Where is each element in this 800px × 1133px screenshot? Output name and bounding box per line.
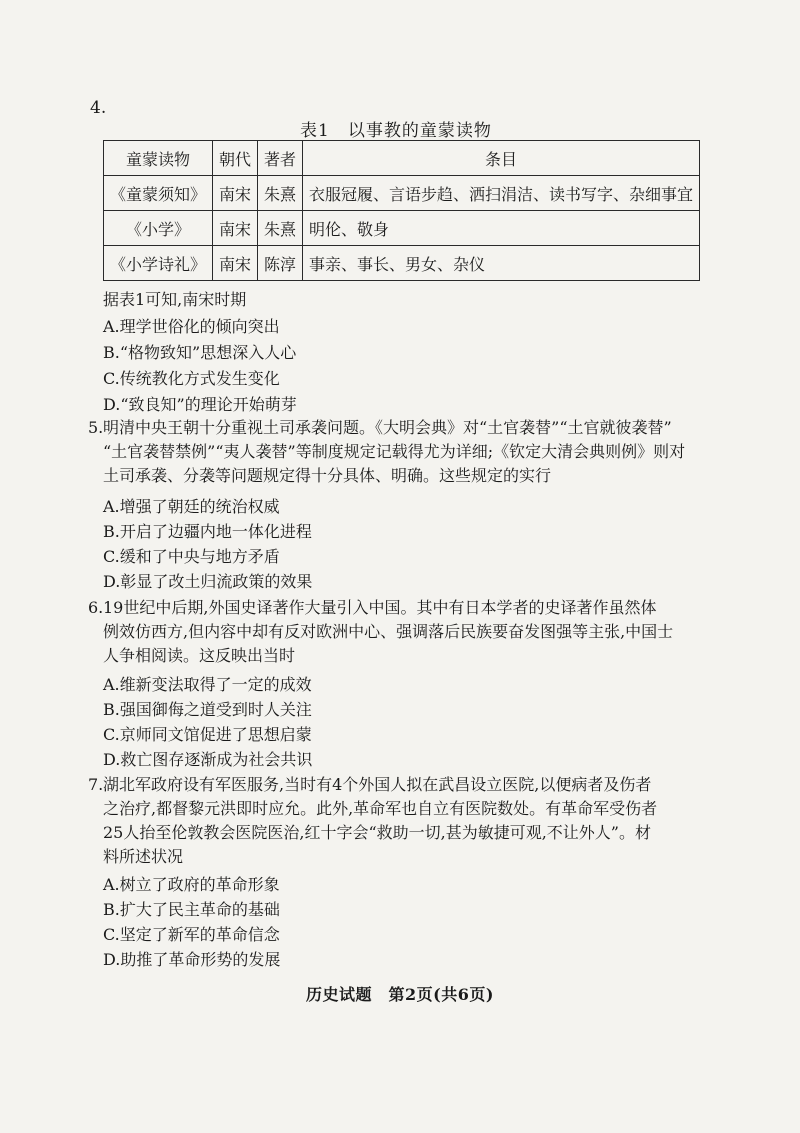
table-cell: 南宋 — [213, 246, 258, 281]
question-6-option-c[interactable]: C.京师同文馆促进了思想启蒙 — [103, 725, 312, 744]
question-7-option-d[interactable]: D.助推了革命形势的发展 — [103, 950, 281, 969]
table-header: 朝代 — [213, 141, 258, 176]
table-row — [104, 246, 700, 281]
question-5-option-b[interactable]: B.开启了边疆内地一体化进程 — [103, 522, 312, 541]
table-cell: 明伦、敬身 — [303, 211, 700, 246]
question-4-option-b[interactable]: B.“格物致知”思想深入人心 — [103, 343, 297, 362]
table-row — [104, 176, 700, 211]
question-4-number: 4. — [90, 98, 107, 118]
question-7-line: 25人抬至伦敦教会医院医治,红十字会“救助一切,甚为敏捷可观,不让外人”。材 — [103, 823, 651, 842]
question-6-option-d[interactable]: D.救亡图存逐渐成为社会共识 — [103, 750, 313, 769]
question-5-stem — [88, 416, 703, 488]
question-4-option-d[interactable]: D.“致良知”的理论开始萌芽 — [103, 395, 297, 414]
question-7-option-a[interactable]: A.树立了政府的革命形象 — [103, 875, 280, 894]
question-7-option-c[interactable]: C.坚定了新军的革命信念 — [103, 925, 280, 944]
page-footer: 历史试题 第2页(共6页) — [306, 985, 494, 1004]
table-row — [104, 211, 700, 246]
table-caption: 表1 以事教的童蒙读物 — [300, 121, 492, 141]
question-7-line: 料所述状况 — [103, 847, 184, 866]
question-6-option-b[interactable]: B.强国御侮之道受到时人关注 — [103, 700, 312, 719]
question-6-line: 人争相阅读。这反映出当时 — [103, 646, 296, 665]
question-6-number: 6. — [88, 598, 104, 617]
question-7-line: 之治疗,都督黎元洪即时应允。此外,革命军也自立有医院数处。有革命军受伤者 — [103, 799, 658, 818]
table-cell: 事亲、事长、男女、杂仪 — [303, 246, 700, 281]
question-7-line: 湖北军政府设有军医服务,当时有4个外国人拟在武昌设立医院,以便病者及伤者 — [103, 775, 652, 794]
table-cell: 朱熹 — [258, 176, 303, 211]
table-header-row — [104, 141, 700, 176]
question-5-line: “土官袭替禁例”“夷人袭替”等制度规定记载得尤为详细;《钦定大清会典则例》则对 — [103, 442, 686, 461]
question-6-line: 19世纪中后期,外国史译著作大量引入中国。其中有日本学者的史译著作虽然体 — [103, 598, 657, 617]
table-cell: 南宋 — [213, 176, 258, 211]
table-header: 条目 — [303, 141, 700, 176]
question-4-stem: 据表1可知,南宋时期 — [103, 290, 247, 309]
question-5-option-a[interactable]: A.增强了朝廷的统治权威 — [103, 497, 280, 516]
table-cell: 《小学诗礼》 — [104, 246, 213, 281]
table-cell: 朱熹 — [258, 211, 303, 246]
question-5-number: 5. — [88, 418, 104, 437]
readings-table — [103, 140, 700, 281]
table-cell: 衣服冠履、言语步趋、洒扫涓洁、读书写字、杂细事宜 — [303, 176, 700, 211]
question-5-line: 明清中央王朝十分重视土司承袭问题。《大明会典》对“土官袭替”“土官就彼袭替” — [103, 418, 672, 437]
table-cell: 《小学》 — [104, 211, 213, 246]
question-7-stem — [88, 773, 703, 869]
question-4-option-a[interactable]: A.理学世俗化的倾向突出 — [103, 317, 280, 336]
table-header: 童蒙读物 — [104, 141, 213, 176]
table-cell: 陈淳 — [258, 246, 303, 281]
question-5-option-d[interactable]: D.彰显了改土归流政策的效果 — [103, 572, 313, 591]
table-cell: 南宋 — [213, 211, 258, 246]
question-6-option-a[interactable]: A.维新变法取得了一定的成效 — [103, 675, 312, 694]
question-5-line: 土司承袭、分袭等问题规定得十分具体、明确。这些规定的实行 — [103, 466, 552, 485]
table-cell: 《童蒙须知》 — [104, 176, 213, 211]
question-6-stem — [88, 596, 703, 668]
table-header: 著者 — [258, 141, 303, 176]
question-5-option-c[interactable]: C.缓和了中央与地方矛盾 — [103, 547, 280, 566]
question-6-line: 例效仿西方,但内容中却有反对欧洲中心、强调落后民族要奋发图强等主张,中国士 — [103, 622, 674, 641]
question-4-option-c[interactable]: C.传统教化方式发生变化 — [103, 369, 280, 388]
question-7-number: 7. — [88, 775, 104, 794]
question-7-option-b[interactable]: B.扩大了民主革命的基础 — [103, 900, 280, 919]
